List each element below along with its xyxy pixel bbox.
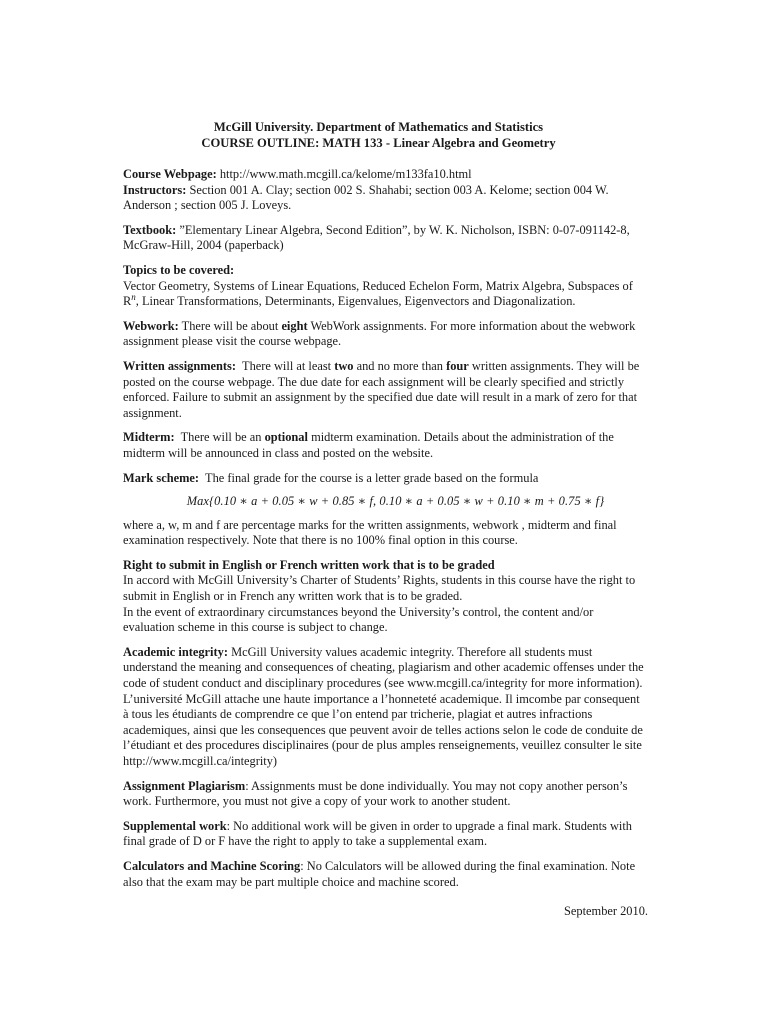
course-outline-document — [123, 119, 648, 920]
topics-section — [123, 263, 648, 310]
textbook-section — [123, 223, 648, 254]
superscript-n: n — [131, 292, 136, 303]
topics-text: Vector Geometry, Systems of Linear Equations, Reduced Echelon Form, Matrix Algebra, Subspaces of $R^n$, Linear Transformations, Determinants, Eigenvalues, Eigenvectors and Diagonalization. — [123, 278, 633, 309]
topics-label: Topics to be covered: — [123, 262, 235, 277]
mark-scheme-section: Mark scheme: The final grade for the course is a letter grade based on the formula Max{0.10 ∗ a + 0.05 ∗ w + 0.85 ∗ f, 0.10 ∗ a + 0.05 ∗ w + 0.10 ∗ m + 0.75 ∗ f} where a, w, m and f are percentage marks for the written assignments, webwork , midterm and final examination respectively. Note that there is no 100% final option in this course. — [123, 471, 648, 549]
academic-integrity-label: Academic integrity: — [123, 644, 228, 659]
course-webpage-url[interactable]: http://www.math.mcgill.ca/kelome/m133fa10.html — [219, 167, 472, 181]
right-to-submit-p1: In accord with McGill University’s Charter of Students’ Rights, students in this course have the right to submit in English or in French any written work that is to be graded. — [123, 573, 636, 604]
textbook-text: ”Elementary Linear Algebra, Second Edition”, by W. K. Nicholson, ISBN: 0-07-091142-8, McGraw-Hill, 2004 (paperback) — [123, 222, 630, 253]
title-line-2: COURSE OUTLINE: MATH 133 - Linear Algebra and Geometry — [201, 136, 556, 150]
instructors-label: Instructors: — [123, 182, 187, 197]
webwork-label: Webwork: — [123, 318, 179, 333]
document-title — [109, 119, 648, 151]
course-webpage-label: Course Webpage: — [123, 167, 217, 181]
title-line-1: McGill University. Department of Mathematics and Statistics — [213, 120, 544, 134]
mark-scheme-label: Mark scheme: — [123, 470, 200, 485]
written-assignments-section: Written assignments: There will at least two and no more than four written assignments. They will be posted on the course webpage. The due date for each assignment will be clearly specified and strictly enforced. Failure to submit an assignment by the specified due date will result in a mark of zero for that assignment. — [123, 358, 640, 420]
academic-integrity-section: Academic integrity: McGill University values academic integrity. Therefore all students must understand the meaning and consequences of cheating, plagiarism and other academic offenses under the code of student conduct and disciplinary procedures (see www.mcgill.ca/integrity for more information). L’université McGill attache une haute importance a l’honneteté academique. Il imcombe par consequent à tous les étudiants de comprendre ce que l’on entend par tricherie, plagiat et autres infractions academiques, ainsi que les consequences que peuvent avoir de telles actions selon le code de conduite de l’étudiant et des procedures disciplinaires (pour de plus amples renseignements, veuillez consulter le site http://www.mcgill.ca/integrity) — [123, 645, 648, 770]
right-to-submit-p2: In the event of extraordinary circumstances beyond the University’s control, the content and/or evaluation scheme in this course is subject to change. — [123, 604, 594, 635]
instructors-line — [123, 183, 648, 214]
academic-integrity-french: L’université McGill attache une haute importance a l’honneteté academique. Il imcombe par consequent à tous les étudiants de comprendre ce que l’on entend par tricherie, plagiat et autres infractions academiques, ainsi que les consequences que peuvent avoir de telles actions selon le code de conduite de l’étudiant et des procedures disciplinaires (pour de plus amples renseignements, veuillez consulter le site http://www.mcgill.ca/integrity) — [123, 691, 643, 768]
right-to-submit-label: Right to submit in English or French written work that is to be graded — [123, 557, 495, 572]
course-info-section — [123, 167, 648, 214]
calculators-label: Calculators and Machine Scoring — [123, 858, 301, 873]
textbook-label: Textbook: — [123, 222, 177, 237]
supplemental-section: Supplemental work: No additional work will be given in order to upgrade a final mark. Students with final grade of D or F have the right to apply to take a supplemental exam. — [123, 818, 632, 849]
written-assignments-label: Written assignments: — [123, 358, 237, 373]
course-webpage-line — [123, 167, 648, 183]
calculators-section: Calculators and Machine Scoring: No Calculators will be allowed during the final examination. Note also that the exam may be part multiple choice and machine scored. — [123, 858, 636, 889]
right-to-submit-section — [123, 558, 648, 636]
document-date: September 2010. — [564, 904, 648, 919]
mark-scheme-explanation: where a, w, m and f are percentage marks for the written assignments, webwork , midterm and final examination respectively. Note that there is no 100% final option in this course. — [123, 517, 617, 548]
midterm-section: Midterm: There will be an optional midterm examination. Details about the administration of the midterm will be announced in class and posted on the website. — [123, 430, 614, 460]
grade-formula: Max{0.10 ∗ a + 0.05 ∗ w + 0.85 ∗ f, 0.10 ∗ a + 0.05 ∗ w + 0.10 ∗ m + 0.75 ∗ f} — [186, 494, 605, 509]
plagiarism-section: Assignment Plagiarism: Assignments must be done individually. You may not copy another person’s work. Furthermore, you must not give a copy of your work to another student. — [123, 778, 628, 809]
instructors-text: Section 001 A. Clay; section 002 S. Shahabi; section 003 A. Kelome; section 004 W. Anderson ; section 005 J. Loveys. — [123, 182, 609, 213]
webwork-count: eight — [281, 318, 308, 333]
supplemental-label: Supplemental work — [123, 818, 227, 833]
webwork-section: Webwork: There will be about eight WebWork assignments. For more information about the webwork assignment please visit the course webpage. — [123, 318, 636, 349]
midterm-label: Midterm: — [123, 430, 175, 445]
plagiarism-label: Assignment Plagiarism — [123, 778, 246, 793]
